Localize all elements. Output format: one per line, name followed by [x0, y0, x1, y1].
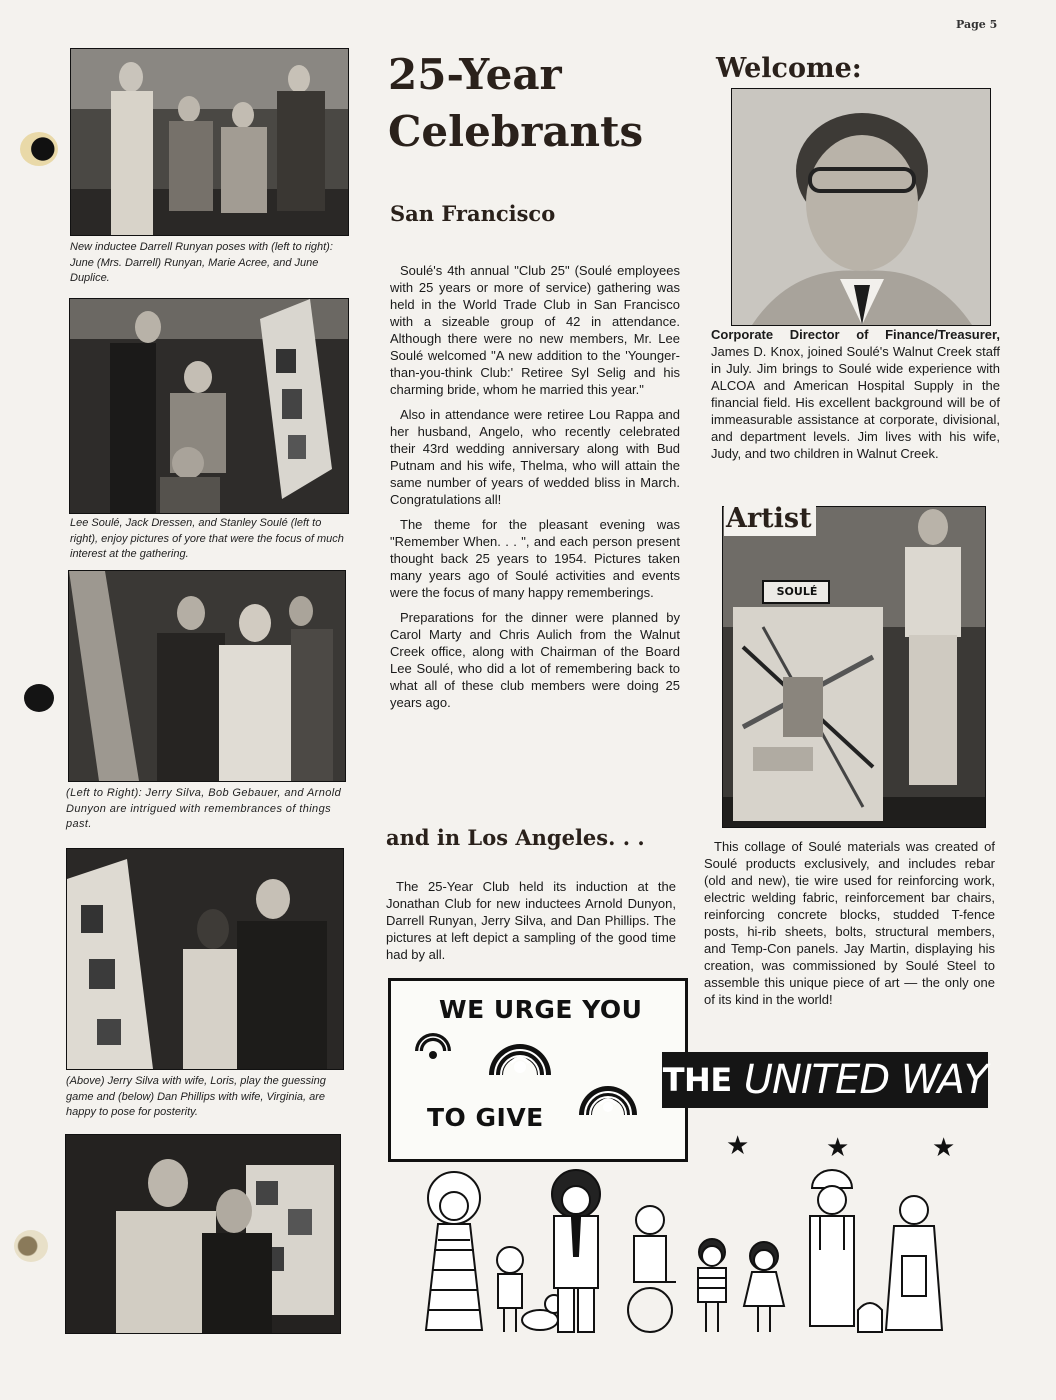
- sf-paragraph-2: Also in attendance were retiree Lou Rappa and her husband, Angelo, who recently celebrated their 43rd wedding anniversary along with Bud Putnam and his wife, Thelma, who will attain the same number of years of wedded bliss in March. Congratulations all!: [390, 407, 680, 507]
- celebrants-title-line2: Celebrants: [388, 107, 644, 156]
- caption-photo-2: Lee Soulé, Jack Dressen, and Stanley Soulé (left to right), enjoy pictures of yore that were the focus of much interest at the gathering.: [70, 517, 344, 560]
- san-francisco-heading: San Francisco: [390, 201, 556, 226]
- caption-photo-3: (Left to Right): Jerry Silva, Bob Gebauer, and Arnold Dunyon are intrigued with remembrances of things past.: [66, 787, 342, 830]
- page-number: Page 5: [956, 18, 998, 31]
- cartoon-people-illustration-icon: [408, 1160, 956, 1350]
- united-way-logo-icon: [487, 1033, 553, 1093]
- we-urge-you-text: WE URGE YOU: [439, 995, 643, 1024]
- caption-photo-1: New inductee Darrell Runyan poses with (left to right): June (Mrs. Darrell) Runyan, Marie Acree, and June Duplice.: [70, 241, 333, 284]
- photo-soule-dressen: [69, 298, 349, 514]
- to-give-text: TO GIVE: [427, 1103, 544, 1132]
- sf-paragraph-1: Soulé's 4th annual "Club 25" (Soulé employees with 25 years or more of service) gathering was held in the World Trade Club in San Francisco with a sizeable group of 42 in attendance. Although there were no new members, Mr. Lee Soulé welcomed "A new addition to the 'Younger-than-you-think Club:' Retiree Syl Selig and his charming bride, whom he married this year.": [390, 263, 680, 397]
- photo-phillips-virginia: [65, 1134, 341, 1334]
- san-francisco-article: [390, 262, 680, 719]
- artist-text: [704, 838, 995, 1016]
- sf-paragraph-3: The theme for the pleasant evening was "Remember When. . . ", and each person present thought back 25 years to 1954. Pictures taken many years ago of Soulé activities and events were the focus of many happy rememberings.: [390, 517, 680, 600]
- united-way-ad-box: [388, 978, 688, 1162]
- artist-sign-soule: SOULÉ: [776, 585, 818, 598]
- los-angeles-article: [386, 878, 676, 971]
- welcome-lead: Corporate Director of Finance/Treasurer,: [711, 327, 1000, 342]
- photo-silva-loris: [66, 848, 344, 1070]
- binder-hole-middle: [24, 684, 54, 712]
- banner-the: THE: [662, 1061, 732, 1099]
- photo-darrell-runyan-group: [70, 48, 349, 236]
- star-icon: ★: [932, 1132, 956, 1162]
- artist-paragraph: This collage of Soulé materials was created of Soulé products exclusively, and includes rebar (old and new), tie wire used for reinforcing work, electric welding fabric, reinforcement bar chairs, reinforcing concrete blocks, studded T-fence posts, hi-rib sheets, bolts, structural members, and Temp-Con panels. Jay Martin, displaying his creation, was commissioned by Soulé Steel to assemble this unique piece of art — the only one of its kind in the world!: [704, 839, 995, 1007]
- united-way-logo-icon: [577, 1075, 639, 1133]
- welcome-text: [711, 326, 1000, 462]
- binder-hole-bottom: [14, 1230, 48, 1262]
- banner-united-way: UNITED WAY: [743, 1057, 988, 1103]
- sf-paragraph-4: Preparations for the dinner were planned by Carol Marty and Chris Aulich from the Walnut Creek office, along with Chairman of the Board Lee Soulé, who did a lot of remembering back to what all of these club members were doing 25 years ago.: [390, 610, 680, 710]
- photo-artist-collage: [722, 506, 986, 828]
- artist-heading: Artist: [724, 502, 816, 536]
- united-way-banner: [662, 1052, 988, 1108]
- united-way-logo-icon: [413, 1029, 453, 1069]
- caption-photo-4: (Above) Jerry Silva with wife, Loris, play the guessing game and (below) Dan Phillips with wife, Virginia, are happy to pose for posterity.: [66, 1075, 326, 1118]
- welcome-heading: Welcome:: [716, 53, 862, 84]
- star-icon: ★: [726, 1130, 750, 1160]
- photo-silva-gebauer-dunyon: [68, 570, 346, 782]
- celebrants-title-line1: 25-Year: [388, 50, 562, 99]
- los-angeles-heading: and in Los Angeles. . .: [386, 825, 645, 850]
- star-icon: ★: [826, 1132, 850, 1162]
- welcome-body: James D. Knox, joined Soulé's Walnut Creek staff in July. Jim brings to Soulé wide experience with ALCOA and American Hospital Supply in the financial field. His excellent background will be of immeasurable assistance at corporate, divisional, and department levels. Jim lives with his wife, Judy, and two children in Walnut Creek.: [711, 344, 1000, 461]
- binder-hole-top: [20, 132, 58, 166]
- la-paragraph: The 25-Year Club held its induction at the Jonathan Club for new inductees Arnold Dunyon, Darrell Runyan, Jerry Silva, and Dan Phillips. The pictures at left depict a sampling of the good time had by all.: [386, 879, 676, 962]
- photo-james-knox-portrait: [731, 88, 991, 326]
